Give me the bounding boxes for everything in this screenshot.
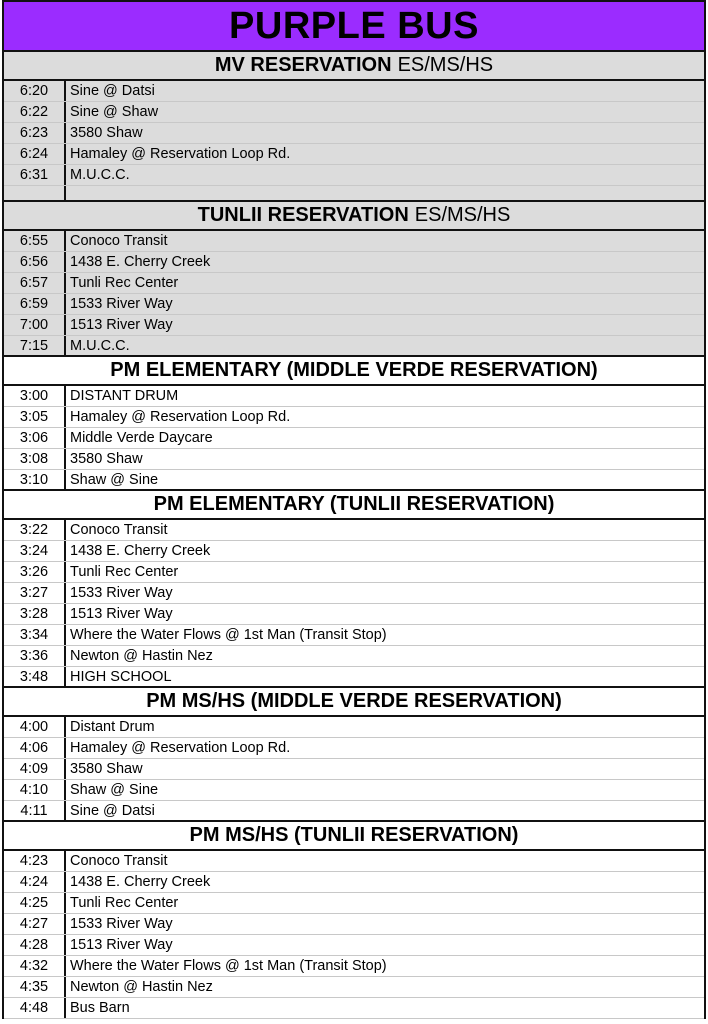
time-cell: 6:22 bbox=[4, 102, 66, 122]
time-cell: 4:27 bbox=[4, 914, 66, 934]
section-heading-bold: TUNLII RESERVATION bbox=[197, 204, 409, 226]
table-row bbox=[4, 231, 704, 252]
section-pm-mshs-middle-verde bbox=[4, 688, 704, 822]
section-pm-elementary-middle-verde bbox=[4, 357, 704, 491]
stop-cell: 1513 River Way bbox=[70, 606, 173, 622]
stop-cell: Shaw @ Sine bbox=[70, 471, 159, 488]
section-heading bbox=[4, 822, 704, 851]
stop-cell: 1533 River Way bbox=[70, 585, 173, 601]
time-cell: 4:11 bbox=[4, 801, 66, 820]
time-cell: 4:09 bbox=[4, 759, 66, 779]
table-row bbox=[4, 470, 704, 491]
table-row bbox=[4, 977, 704, 998]
time-cell: 6:23 bbox=[4, 123, 66, 143]
table-row bbox=[4, 935, 704, 956]
section-heading bbox=[4, 357, 704, 386]
table-row bbox=[4, 252, 704, 273]
table-row bbox=[4, 851, 704, 872]
table-row bbox=[4, 315, 704, 336]
stop-cell: 1533 River Way bbox=[70, 296, 173, 312]
table-row bbox=[4, 520, 704, 541]
stop-cell: Distant Drum bbox=[70, 719, 155, 735]
time-cell: 4:25 bbox=[4, 893, 66, 913]
stop-cell: 3580 Shaw bbox=[70, 451, 143, 467]
section-heading-bold: PM MS/HS (TUNLII RESERVATION) bbox=[189, 824, 519, 846]
time-cell: 3:34 bbox=[4, 625, 66, 645]
stop-cell: Hamaley @ Reservation Loop Rd. bbox=[70, 740, 291, 756]
table-row bbox=[4, 81, 704, 102]
schedule-sheet bbox=[2, 0, 706, 1019]
time-cell: 7:00 bbox=[4, 315, 66, 335]
section-heading-sub: ES/MS/HS bbox=[397, 54, 494, 76]
section-heading-bold: PM MS/HS (MIDDLE VERDE RESERVATION) bbox=[146, 690, 562, 712]
table-row bbox=[4, 583, 704, 604]
table-row bbox=[4, 165, 704, 186]
time-cell: 4:10 bbox=[4, 780, 66, 800]
section-heading bbox=[4, 52, 704, 81]
page-title: PURPLE BUS bbox=[4, 0, 704, 52]
table-row bbox=[4, 646, 704, 667]
stop-cell: Conoco Transit bbox=[70, 233, 168, 249]
stop-cell: Middle Verde Daycare bbox=[70, 430, 213, 446]
table-row bbox=[4, 294, 704, 315]
table-row bbox=[4, 667, 704, 688]
time-cell: 4:48 bbox=[4, 998, 66, 1018]
table-row bbox=[4, 407, 704, 428]
stop-cell: 3580 Shaw bbox=[70, 125, 143, 141]
stop-cell: Sine @ Shaw bbox=[70, 104, 159, 120]
stop-cell: Newton @ Hastin Nez bbox=[70, 648, 213, 664]
spacer-time-cell bbox=[4, 186, 66, 200]
time-cell: 3:05 bbox=[4, 407, 66, 427]
section-heading bbox=[4, 491, 704, 520]
time-cell: 3:48 bbox=[4, 667, 66, 686]
time-cell: 3:08 bbox=[4, 449, 66, 469]
stop-cell: 1438 E. Cherry Creek bbox=[70, 543, 211, 559]
table-row bbox=[4, 780, 704, 801]
section-tunlii-reservation bbox=[4, 202, 704, 357]
stop-cell: 3580 Shaw bbox=[70, 761, 143, 777]
section-heading-bold: PM ELEMENTARY (TUNLII RESERVATION) bbox=[153, 493, 555, 515]
table-row bbox=[4, 123, 704, 144]
stop-cell: HIGH SCHOOL bbox=[70, 668, 172, 685]
time-cell: 3:10 bbox=[4, 470, 66, 489]
time-cell: 3:24 bbox=[4, 541, 66, 561]
time-cell: 6:20 bbox=[4, 81, 66, 101]
time-cell: 6:57 bbox=[4, 273, 66, 293]
stop-cell: Tunli Rec Center bbox=[70, 275, 179, 291]
section-spacer bbox=[4, 186, 704, 202]
table-row bbox=[4, 998, 704, 1019]
time-cell: 3:06 bbox=[4, 428, 66, 448]
stop-cell: M.U.C.C. bbox=[70, 337, 130, 354]
table-row bbox=[4, 625, 704, 646]
stop-cell: 1438 E. Cherry Creek bbox=[70, 874, 211, 890]
table-row bbox=[4, 541, 704, 562]
stop-cell: Hamaley @ Reservation Loop Rd. bbox=[70, 409, 291, 425]
table-row bbox=[4, 893, 704, 914]
table-row bbox=[4, 386, 704, 407]
stop-cell: Sine @ Datsi bbox=[70, 83, 155, 99]
time-cell: 4:28 bbox=[4, 935, 66, 955]
table-row bbox=[4, 914, 704, 935]
section-mv-reservation bbox=[4, 52, 704, 202]
time-cell: 4:32 bbox=[4, 956, 66, 976]
table-row bbox=[4, 956, 704, 977]
stop-cell: Where the Water Flows @ 1st Man (Transit Stop) bbox=[70, 627, 387, 643]
table-row bbox=[4, 428, 704, 449]
stop-cell: DISTANT DRUM bbox=[70, 388, 179, 404]
time-cell: 3:22 bbox=[4, 520, 66, 540]
time-cell: 4:06 bbox=[4, 738, 66, 758]
stop-cell: Shaw @ Sine bbox=[70, 782, 159, 798]
table-row bbox=[4, 562, 704, 583]
table-row bbox=[4, 273, 704, 294]
stop-cell: M.U.C.C. bbox=[70, 167, 130, 183]
stop-cell: Conoco Transit bbox=[70, 522, 168, 538]
time-cell: 6:55 bbox=[4, 231, 66, 251]
time-cell: 4:35 bbox=[4, 977, 66, 997]
time-cell: 4:24 bbox=[4, 872, 66, 892]
stop-cell: Newton @ Hastin Nez bbox=[70, 979, 213, 995]
table-row bbox=[4, 102, 704, 123]
stop-cell: 1533 River Way bbox=[70, 916, 173, 932]
time-cell: 3:27 bbox=[4, 583, 66, 603]
section-heading bbox=[4, 688, 704, 717]
time-cell: 3:26 bbox=[4, 562, 66, 582]
stop-cell: 1513 River Way bbox=[70, 317, 173, 333]
table-row bbox=[4, 144, 704, 165]
stop-cell: Tunli Rec Center bbox=[70, 564, 179, 580]
section-pm-mshs-tunlii bbox=[4, 822, 704, 1019]
table-row bbox=[4, 449, 704, 470]
table-row bbox=[4, 336, 704, 357]
time-cell: 6:31 bbox=[4, 165, 66, 185]
section-heading bbox=[4, 202, 704, 231]
stop-cell: Bus Barn bbox=[70, 1000, 130, 1016]
stop-cell: 1513 River Way bbox=[70, 937, 173, 953]
table-row bbox=[4, 801, 704, 822]
section-heading-bold: PM ELEMENTARY (MIDDLE VERDE RESERVATION) bbox=[110, 359, 598, 381]
section-pm-elementary-tunlii bbox=[4, 491, 704, 688]
table-row bbox=[4, 738, 704, 759]
stop-cell: Hamaley @ Reservation Loop Rd. bbox=[70, 146, 291, 162]
time-cell: 4:00 bbox=[4, 717, 66, 737]
time-cell: 3:36 bbox=[4, 646, 66, 666]
time-cell: 6:24 bbox=[4, 144, 66, 164]
time-cell: 3:28 bbox=[4, 604, 66, 624]
section-heading-bold: MV RESERVATION bbox=[214, 54, 392, 76]
table-row bbox=[4, 604, 704, 625]
time-cell: 6:59 bbox=[4, 294, 66, 314]
time-cell: 7:15 bbox=[4, 336, 66, 355]
table-row bbox=[4, 759, 704, 780]
stop-cell: Sine @ Datsi bbox=[70, 802, 155, 819]
time-cell: 6:56 bbox=[4, 252, 66, 272]
stop-cell: Where the Water Flows @ 1st Man (Transit Stop) bbox=[70, 958, 387, 974]
stop-cell: 1438 E. Cherry Creek bbox=[70, 254, 211, 270]
section-heading-sub: ES/MS/HS bbox=[414, 204, 511, 226]
stop-cell: Conoco Transit bbox=[70, 853, 168, 869]
table-row bbox=[4, 872, 704, 893]
time-cell: 3:00 bbox=[4, 386, 66, 406]
time-cell: 4:23 bbox=[4, 851, 66, 871]
table-row bbox=[4, 717, 704, 738]
stop-cell: Tunli Rec Center bbox=[70, 895, 179, 911]
